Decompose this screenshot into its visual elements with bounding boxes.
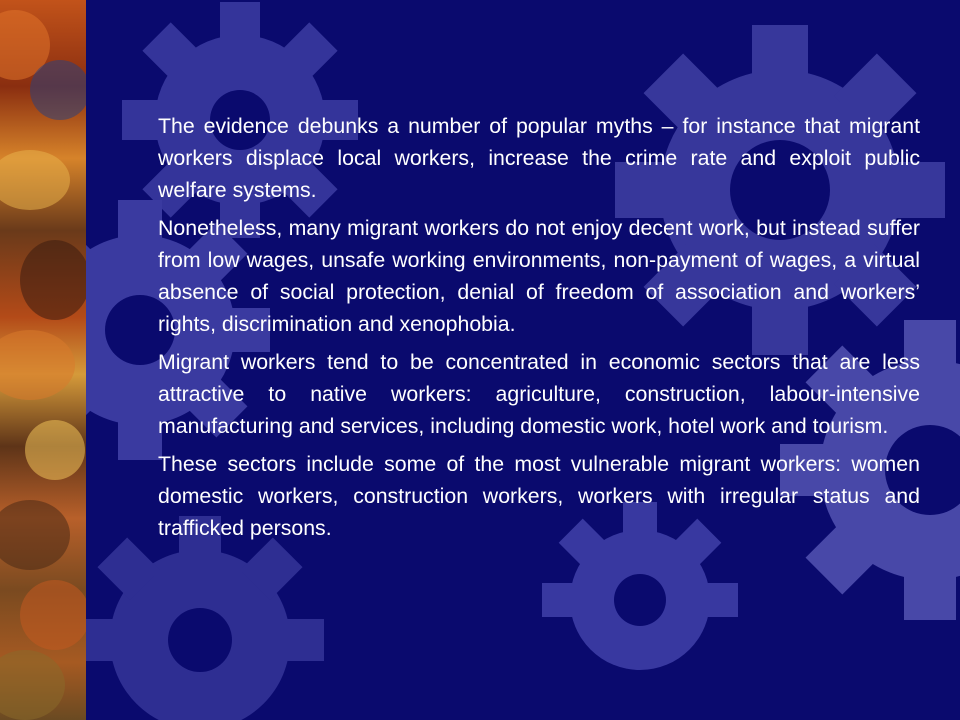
decorative-side-strip — [0, 0, 86, 720]
paragraph-decent-work: Nonetheless, many migrant workers do not enjoy decent work, but instead suffer from low wages, unsafe working environments, non-payment of wages, a virtual absence of social protection, denial of freedom of association and workers’ rights, discrimination and xenophobia. — [158, 216, 920, 336]
paragraph-vulnerable-workers: These sectors include some of the most vulnerable migrant workers: women domestic workers, construction workers, workers with irregular status and trafficked persons. — [158, 452, 920, 540]
paragraph-myths: The evidence debunks a number of popular myths – for instance that migrant workers displace local workers, increase the crime rate and exploit public welfare systems. — [158, 114, 920, 202]
slide-body-text — [158, 110, 920, 550]
paragraph-economic-sectors: Migrant workers tend to be concentrated in economic sectors that are less attractive to native workers: agriculture, construction, labour-intensive manufacturing and services, including domestic work, hotel work and tourism. — [158, 350, 920, 438]
